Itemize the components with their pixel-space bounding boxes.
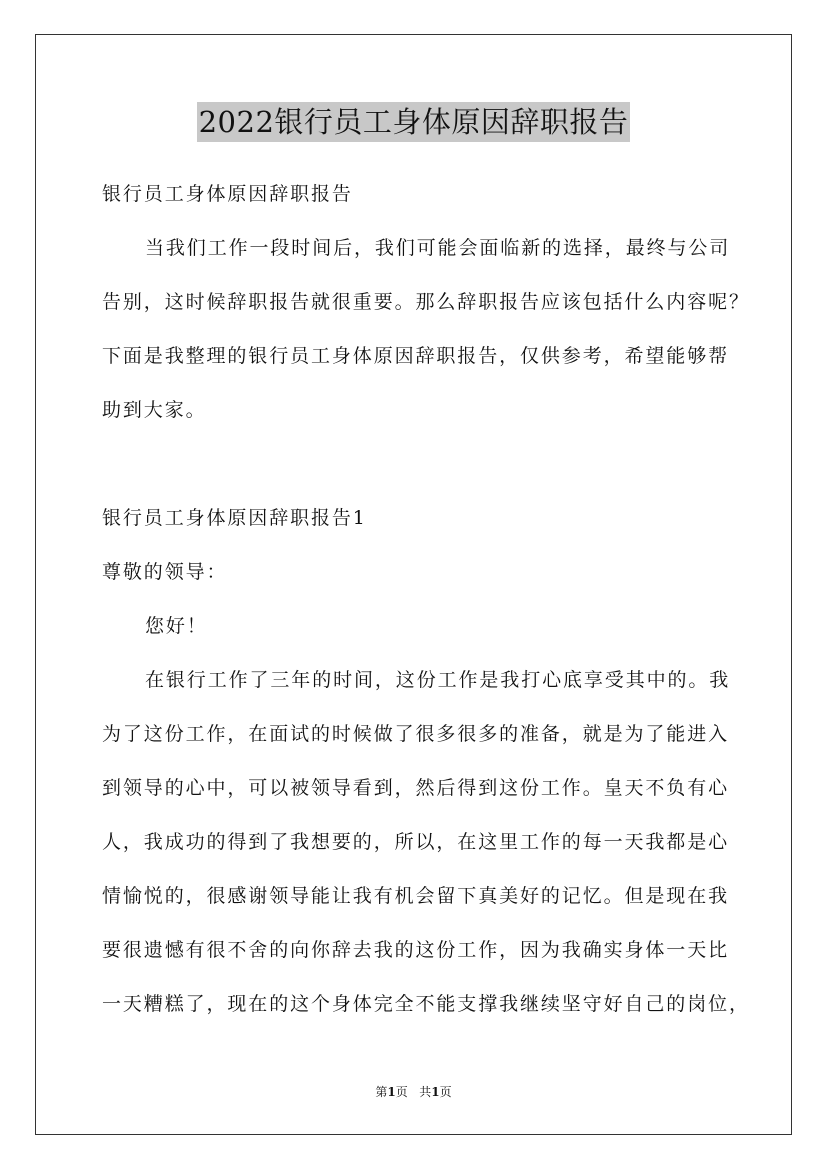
page-suffix: 页 [395, 1085, 408, 1099]
intro-line-3: 下面是我整理的银行员工身体原因辞职报告，仅供参考，希望能够帮 [102, 345, 730, 367]
document-subtitle: 银行员工身体原因辞职报告 [102, 183, 353, 205]
section-heading: 银行员工身体原因辞职报告1 [102, 507, 367, 529]
document-title-text: 2022银行员工身体原因辞职报告 [197, 102, 631, 142]
greeting: 您好！ [145, 615, 208, 637]
intro-line-2: 告别，这时候辞职报告就很重要。那么辞职报告应该包括什么内容呢？ [102, 291, 750, 313]
page-prefix: 第 [375, 1085, 388, 1099]
body-line-1: 在银行工作了三年的时间，这份工作是我打心底享受其中的。我 [145, 669, 731, 691]
intro-line-4: 助到大家。 [102, 399, 207, 421]
total-number: 1 [431, 1085, 440, 1099]
page-footer [0, 1084, 827, 1100]
body-line-5: 情愉悦的，很感谢领导能让我有机会留下真美好的记忆。但是现在我 [102, 885, 730, 907]
page-number: 1 [387, 1085, 396, 1099]
document-title [0, 102, 827, 142]
intro-line-1: 当我们工作一段时间后，我们可能会面临新的选择，最终与公司 [145, 237, 731, 259]
total-prefix: 共 [419, 1085, 432, 1099]
salutation: 尊敬的领导： [102, 561, 228, 583]
body-line-7: 一天糟糕了，现在的这个身体完全不能支撑我继续坚守好自己的岗位， [102, 993, 750, 1015]
body-line-3: 到领导的心中，可以被领导看到，然后得到这份工作。皇天不负有心 [102, 777, 730, 799]
body-line-4: 人，我成功的得到了我想要的，所以，在这里工作的每一天我都是心 [102, 831, 730, 853]
total-suffix: 页 [439, 1085, 452, 1099]
body-line-6: 要很遗憾有很不舍的向你辞去我的这份工作，因为我确实身体一天比 [102, 939, 730, 961]
body-line-2: 为了这份工作，在面试的时候做了很多很多的准备，就是为了能进入 [102, 723, 730, 745]
